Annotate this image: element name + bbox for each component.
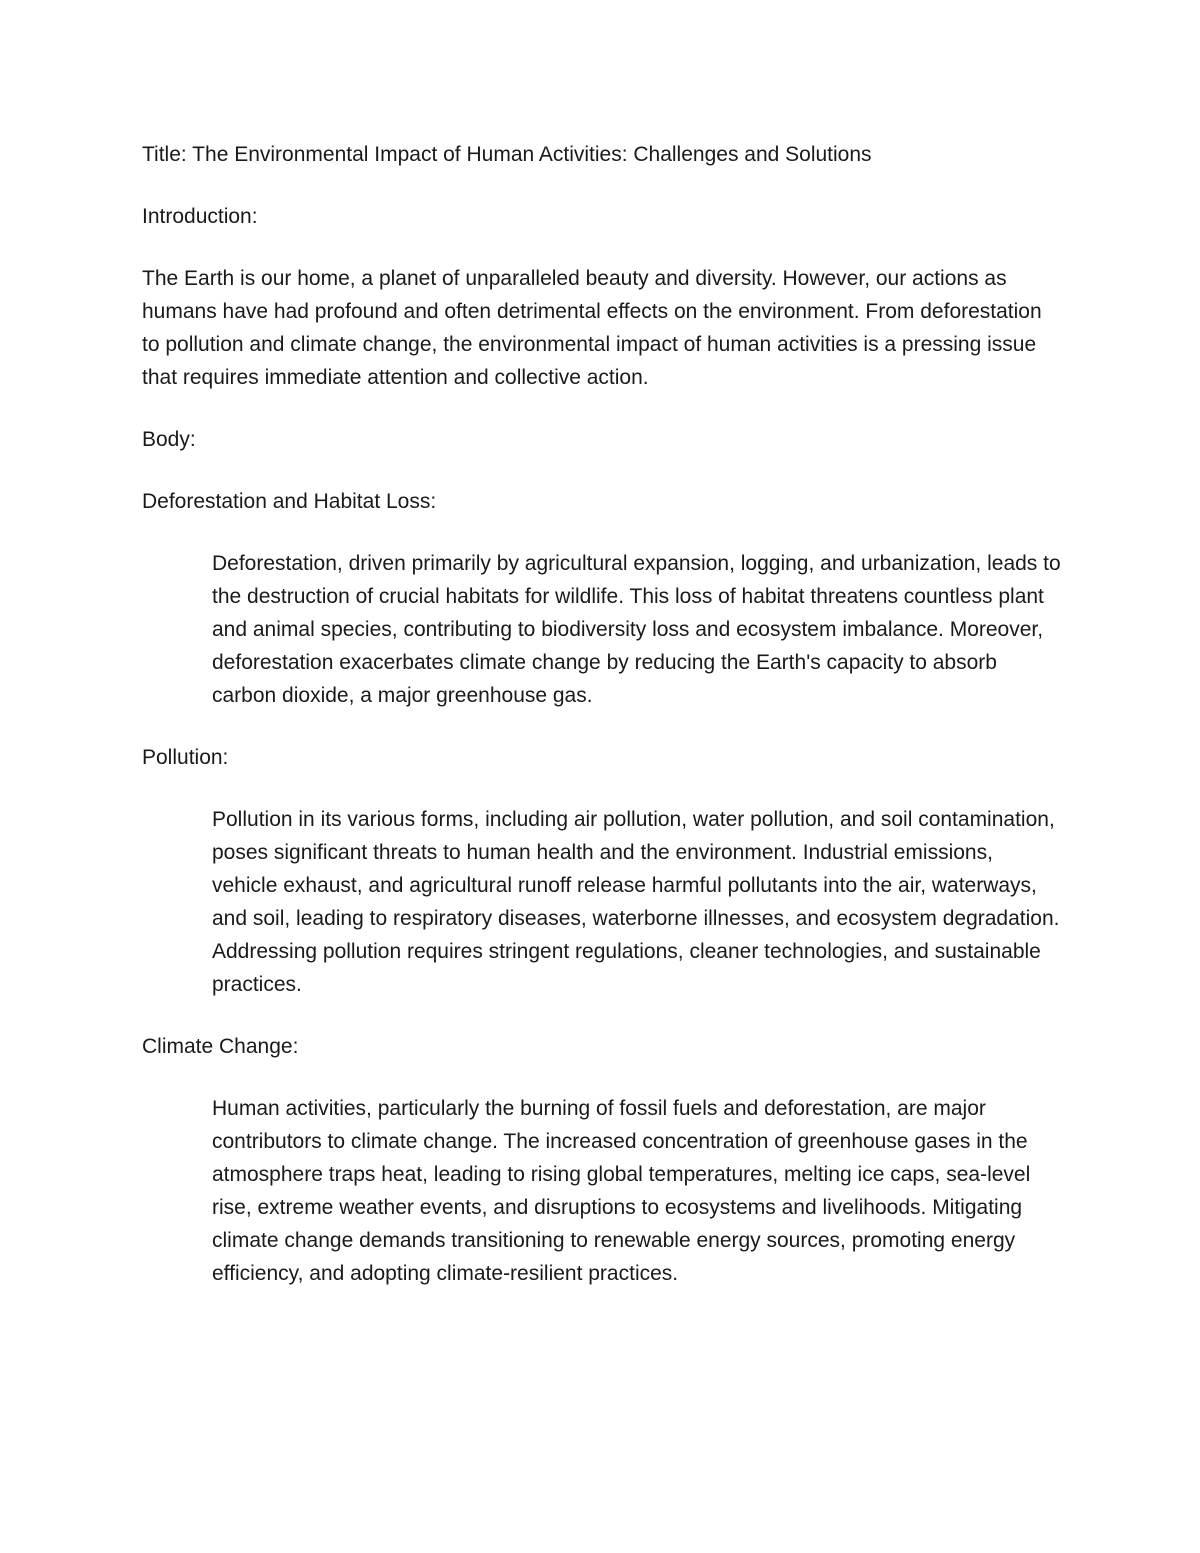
- section-heading-climate-change: Climate Change:: [142, 1035, 299, 1058]
- section-paragraph-pollution: Pollution in its various forms, including air pollution, water pollution, and soil contamination, poses significant threats to human health and the environment. Industrial emissions, vehicle exhaust, and agricultural runoff release harmful pollutants into the air, waterways, and soil, leading to respiratory diseases, waterborne illnesses, and ecosystem degradation. Addressing pollution requires stringent regulations, cleaner technologies, and sustainable practices.: [212, 808, 1060, 996]
- section-paragraph-deforestation: Deforestation, driven primarily by agricultural expansion, logging, and urbanization, leads to the destruction of crucial habitats for wildlife. This loss of habitat threatens countless plant and animal species, contributing to biodiversity loss and ecosystem imbalance. Moreover, deforestation exacerbates climate change by reducing the Earth's capacity to absorb carbon dioxide, a major greenhouse gas.: [212, 552, 1061, 707]
- document-page: [142, 138, 1062, 1319]
- section-heading-pollution: Pollution:: [142, 746, 229, 769]
- intro-heading: Introduction:: [142, 205, 258, 228]
- intro-paragraph: The Earth is our home, a planet of unparalleled beauty and diversity. However, our actions as humans have had profound and often detrimental effects on the environment. From deforestation to pollution and climate change, the environmental impact of human activities is a pressing issue that requires immediate attention and collective action.: [142, 267, 1042, 389]
- section-paragraph-climate-change: Human activities, particularly the burning of fossil fuels and deforestation, are major contributors to climate change. The increased concentration of greenhouse gases in the atmosphere traps heat, leading to rising global temperatures, melting ice caps, sea-level rise, extreme weather events, and disruptions to ecosystems and livelihoods. Mitigating climate change demands transitioning to renewable energy sources, promoting energy efficiency, and adopting climate-resilient practices.: [212, 1097, 1031, 1285]
- document-title: Title: The Environmental Impact of Human Activities: Challenges and Solutions: [142, 143, 872, 166]
- section-heading-deforestation: Deforestation and Habitat Loss:: [142, 490, 437, 513]
- body-heading: Body:: [142, 428, 196, 451]
